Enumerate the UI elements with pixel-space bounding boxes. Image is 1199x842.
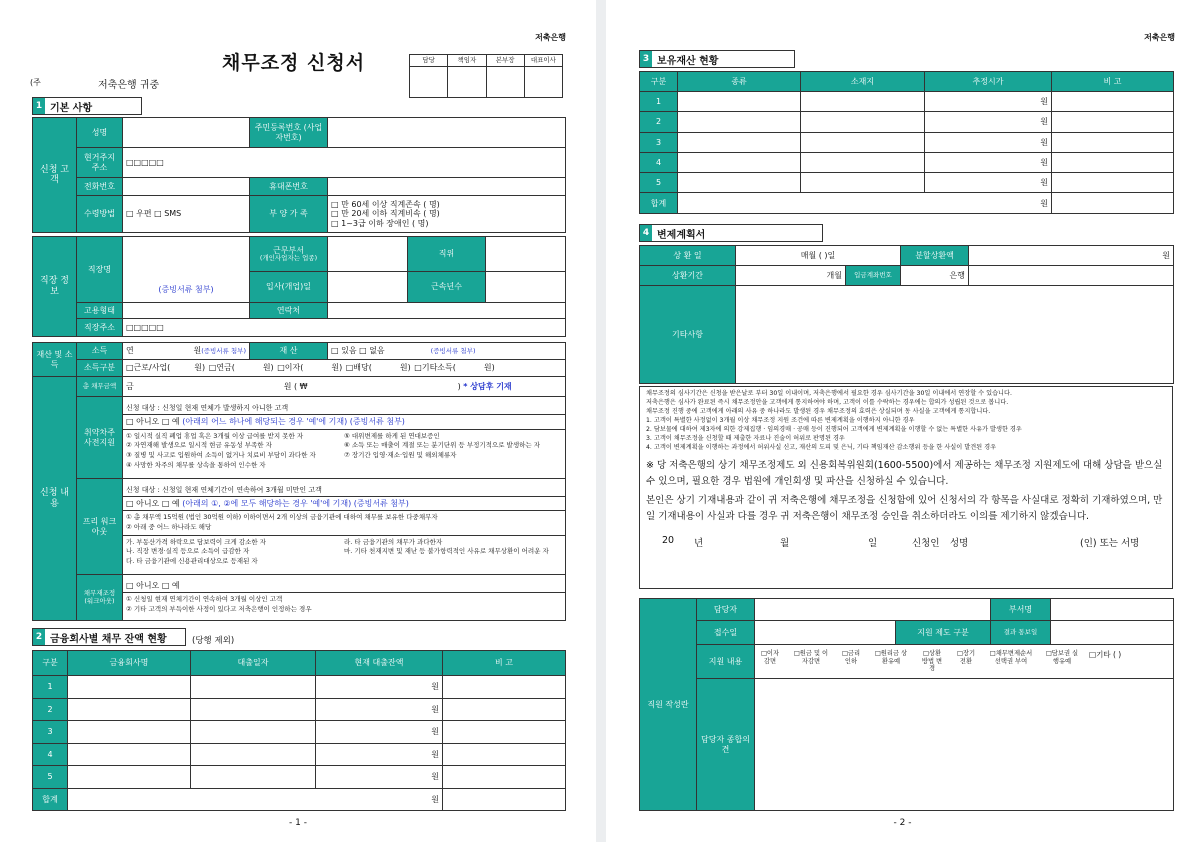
loan-date-field[interactable] — [191, 721, 316, 744]
section-number: 4 — [640, 225, 652, 241]
col-header: 구분 — [640, 72, 678, 92]
vulnerable-criterion: ① 일시적 실직 폐업 휴업 혹은 3개월 이상 급여를 받지 못한 자 — [126, 431, 304, 440]
col-header: 비 고 — [1052, 72, 1174, 92]
table-row — [640, 112, 1174, 132]
value-field[interactable]: 원 — [925, 132, 1052, 152]
support-type-label: 지원 제도 구분 — [896, 621, 991, 645]
approval-label: 대표이사 — [524, 55, 562, 67]
address-field[interactable]: □□□□□ — [123, 148, 566, 178]
signature-line — [646, 535, 1166, 549]
remarks-field[interactable] — [1052, 173, 1174, 193]
property-options[interactable]: □ 있음 □ 없음 — [331, 346, 385, 356]
free-workout-criterion: 라. 타 금융기관의 채무가 과다한자 — [344, 537, 443, 546]
tenure-label: 근속년수 — [408, 272, 486, 303]
installment-label: 분할상환액 — [901, 246, 969, 266]
location-field[interactable] — [801, 132, 925, 152]
notice-line: 저축은행은 심사가 완료된 즉시 채무조정안을 고객에게 통지하여야 하며, 고객이 이를 수락하는 경우에는 합의가 성립된 것으로 봅니다. — [646, 398, 1009, 406]
tenure-field[interactable] — [486, 272, 566, 303]
location-field[interactable] — [801, 92, 925, 112]
support-option-other[interactable]: □기타 ( ) — [1089, 649, 1122, 659]
approval-box[interactable] — [410, 67, 448, 98]
support-option[interactable]: □이자 감면 — [760, 649, 780, 665]
dependents-option[interactable]: □ 만 60세 이상 직계존속 ( 명) — [331, 200, 440, 210]
loan-date-field[interactable] — [191, 676, 316, 699]
balance-field[interactable]: 원 — [316, 766, 443, 789]
notice-line: 4. 고객이 변제계획을 이행하는 과정에서 허위사실 신고, 재산의 도피 및 은닉, 기타 책임재산 감소행위 등을 한 사실이 발견된 경우 — [646, 443, 997, 451]
col-header: 대출일자 — [191, 651, 316, 676]
approval-label: 담당 — [410, 55, 448, 67]
sign-name-label[interactable]: 성명 — [950, 538, 969, 550]
dependents-option[interactable]: □ 1~3급 이하 장애인 ( 명) — [331, 218, 429, 228]
table-row — [640, 173, 1174, 193]
support-option[interactable]: □장기 전환 — [956, 649, 976, 665]
ccrs-notice: ※ 당 저축은행의 상기 채무조정제도 외 신용회복위원회(1600-5500)에서 제공하는 채무조정 지원제도에 대해 상담을 받으실 수 있으며, 필요한 경우 법원에 개인회생 및 파산을 신청하실 수 있습니다. — [646, 459, 1163, 488]
row-number: 3 — [640, 132, 678, 152]
income-type-option[interactable]: 원) — [483, 363, 495, 373]
support-option[interactable]: □원금 및 이자감면 — [793, 649, 829, 665]
total-debt-label: 총 채무금액 — [77, 377, 123, 397]
sign-month[interactable]: 월 — [780, 538, 790, 550]
dependents-option[interactable]: □ 만 20세 이하 직계비속 ( 명) — [331, 209, 440, 219]
vulnerable-label: 취약차주 사전지원 — [77, 397, 123, 479]
table-row — [33, 698, 566, 721]
income-type-option[interactable]: 원) □배당( — [331, 363, 372, 373]
value-field[interactable]: 원 — [925, 173, 1052, 193]
name-label: 성명 — [77, 118, 123, 148]
handler-label: 담당자 — [697, 599, 755, 621]
total-label: 합계 — [33, 788, 68, 811]
income-proof-note: (증빙서류 첨부) — [201, 347, 246, 356]
mobile-label: 휴대폰번호 — [250, 178, 328, 196]
asset-type-field[interactable] — [678, 152, 801, 172]
repay-period-label: 상환기간 — [640, 266, 736, 286]
section-3-heading — [639, 50, 795, 68]
lender-field[interactable] — [68, 721, 191, 744]
total-row — [640, 193, 1174, 213]
account-label: 입금계좌번호 — [846, 266, 901, 286]
vulnerable-target: 신청 대상 : 신청일 현재 연체가 발생하지 아니한 고객 — [123, 402, 565, 415]
remarks-field[interactable] — [443, 743, 566, 766]
lender-field[interactable] — [68, 743, 191, 766]
to-prefix: (주 — [30, 78, 41, 87]
section-2-note: (당행 제외) — [192, 636, 235, 646]
income-label: 소득 — [77, 343, 123, 360]
lender-field[interactable] — [68, 698, 191, 721]
free-workout-label: 프리 워크아웃 — [77, 479, 123, 575]
loan-date-field[interactable] — [191, 743, 316, 766]
vulnerable-criterion: ⑥ 소득 또는 매출이 계절 또는 분기단위 등 부정기적으로 발생하는 자 — [344, 441, 541, 450]
dept-label-text: 근무부서 — [273, 245, 304, 255]
repay-period-field[interactable]: 개월 — [736, 266, 846, 286]
section-1-heading — [32, 97, 142, 115]
remarks-field[interactable] — [1052, 112, 1174, 132]
sign-day[interactable]: 일 — [868, 538, 878, 550]
won-unit: 원 — [193, 346, 202, 356]
installment-field[interactable]: 원 — [969, 246, 1174, 266]
hire-date-field[interactable] — [328, 272, 408, 303]
rrn-label: 주민등록번호 (사업자번호) — [250, 118, 328, 148]
handler-field[interactable] — [755, 599, 991, 621]
lender-field[interactable] — [68, 676, 191, 699]
sign-seal[interactable]: (인) 또는 서명 — [1080, 538, 1140, 550]
notice-line: 2. 담보물에 대하여 제3자에 의한 강제집행 · 임의경매 · 공매 등이 진행되어 고객에게 변제계획을 이행할 수 없는 특별한 사유가 발생한 경우 — [646, 425, 1022, 433]
lender-field[interactable] — [68, 766, 191, 789]
free-workout-choice-note: (아래의 ①, ②에 모두 해당하는 경우 '예'에 기재) (증빙서류 첨부) — [182, 499, 409, 509]
table-row — [640, 132, 1174, 152]
row-number: 4 — [33, 743, 68, 766]
support-option[interactable]: □채무변제순서 선택권 부여 — [989, 649, 1033, 665]
approval-table — [409, 54, 563, 98]
total-balance-field[interactable]: 원 — [68, 788, 443, 811]
income-field[interactable] — [123, 343, 250, 360]
free-workout-condition: ① 총 채무액 15억원 (법인 30억원 이하) 이하이면서 2개 이상의 금융기관에 대하여 채무를 보유한 다중채무자 — [126, 513, 438, 522]
apply-group: 신청 내용 — [33, 377, 77, 621]
company-label: 직장명 — [77, 237, 123, 303]
total-debt-field[interactable] — [123, 377, 566, 397]
total-end: ) — [457, 381, 461, 391]
free-workout-criterion: 다. 타 금융기관에 신용관리대상으로 등재된 자 — [126, 557, 258, 566]
assets-group: 재산 및 소득 — [33, 343, 77, 377]
dept-label: 부서명 — [991, 599, 1051, 621]
approval-label: 책임자 — [448, 55, 486, 67]
vulnerable-criterion: ③ 질병 및 사고로 입원하여 소득이 없거나 치료비 부담이 과다한 자 — [126, 451, 316, 460]
free-workout-block — [123, 479, 566, 575]
position-label: 직위 — [408, 237, 486, 272]
notice-line: 3. 고객이 채무조정을 신청할 때 제출한 자료나 진술이 허위로 판명된 경우 — [646, 434, 845, 442]
asset-type-field[interactable] — [678, 112, 801, 132]
notice-line: 채무조정의 심사기간은 신청을 받은날로 부터 30일 이내이며, 저축은행에서 필요한 경우 심사기간을 30일 이내에서 연장할 수 있습니다. — [646, 390, 1012, 397]
asset-type-field[interactable] — [678, 173, 801, 193]
vulnerable-criterion: ② 자연재해 발생으로 일시적 현금 유동성 부족한 자 — [126, 441, 272, 450]
income-type-option[interactable]: 원) □연금( — [194, 363, 235, 373]
approval-box[interactable] — [448, 67, 486, 98]
income-table — [32, 342, 566, 377]
balance-field[interactable]: 원 — [316, 743, 443, 766]
support-option[interactable]: □원리금 상환유예 — [874, 649, 908, 665]
remarks-field[interactable] — [443, 766, 566, 789]
dependents-options[interactable] — [328, 196, 566, 233]
vulnerable-criterion: ⑦ 장기간 입영·재소·입원 및 해외체류자 — [344, 451, 457, 460]
address-label: 현거주지 주소 — [77, 148, 123, 178]
remarks-field[interactable] — [443, 698, 566, 721]
bank-name: 저축은행 — [1144, 33, 1175, 42]
table-row — [640, 152, 1174, 172]
page-number: - 2 - — [893, 818, 912, 828]
loan-date-field[interactable] — [191, 698, 316, 721]
row-number: 1 — [33, 676, 68, 699]
page-2 — [606, 0, 1199, 842]
table-row — [33, 766, 566, 789]
row-number: 2 — [640, 112, 678, 132]
total-value-field[interactable]: 원 — [678, 193, 1052, 213]
section-title: 금융회사별 채무 잔액 현황 — [50, 633, 167, 645]
section-2-heading — [32, 628, 186, 646]
page-number: - 1 - — [289, 818, 307, 828]
received-field[interactable] — [755, 621, 896, 645]
remarks-field[interactable] — [443, 676, 566, 699]
approval-box[interactable] — [524, 67, 562, 98]
apply-content-table — [32, 376, 566, 621]
income-type-option[interactable]: 원) □이자( — [262, 363, 304, 373]
assets-table — [639, 71, 1174, 214]
free-workout-target: 신청 대상 : 신청일 현재 연체기간이 연속하여 3개월 미만인 고객 — [123, 484, 565, 497]
work-address-field[interactable]: □□□□□ — [123, 319, 566, 337]
rework-choice[interactable]: □ 아니오 □ 예 — [123, 579, 565, 593]
col-header: 비 고 — [443, 651, 566, 676]
phone-field[interactable] — [123, 178, 250, 196]
bank-field[interactable]: 은행 — [901, 266, 969, 286]
section-number: 2 — [33, 629, 45, 645]
col-header: 추정시가 — [925, 72, 1052, 92]
value-field[interactable]: 원 — [925, 112, 1052, 132]
rework-condition: ② 기타 고객의 부득이한 사정이 있다고 저축은행이 인정하는 경우 — [126, 604, 312, 613]
name-field[interactable] — [123, 118, 250, 148]
opinion-label: 담당자 종합의견 — [697, 679, 755, 811]
employment-type-label: 고용형태 — [77, 303, 123, 319]
free-workout-criterion: 나. 직장 변경·실직 등으로 소득이 급감한 자 — [126, 547, 250, 556]
dept-label — [250, 237, 328, 272]
year-prefix: 연 — [126, 346, 134, 356]
col-header: 구분 — [33, 651, 68, 676]
repay-date-label: 상 환 일 — [640, 246, 736, 266]
work-contact-label: 연락처 — [250, 303, 328, 319]
other-notes-field[interactable] — [736, 286, 1174, 384]
vulnerable-criterion: ④ 사망한 차주의 채무를 상속을 통하여 인수한 자 — [126, 460, 266, 469]
table-row — [33, 676, 566, 699]
section-4-heading — [639, 224, 823, 242]
total-prefix: 금 — [126, 381, 134, 391]
dept-label-sub: (개인사업자는 업종) — [259, 253, 318, 262]
free-workout-choice[interactable]: □ 아니오 □ 예 — [126, 499, 180, 509]
asset-type-field[interactable] — [678, 92, 801, 112]
total-mid: 원 ( ₩ — [283, 381, 308, 391]
rework-block — [123, 575, 566, 621]
col-header: 종류 — [678, 72, 801, 92]
repayment-plan-table — [639, 245, 1174, 384]
basic-info-table — [32, 117, 566, 233]
income-type-option[interactable]: 원) □기타소득( — [399, 363, 456, 373]
mobile-field[interactable] — [328, 178, 566, 196]
applicant-group: 신청 고객 — [33, 118, 77, 233]
notice-box — [639, 386, 1173, 589]
opinion-field[interactable] — [755, 679, 1174, 811]
remarks-field[interactable] — [1052, 152, 1174, 172]
remarks-field[interactable] — [443, 788, 566, 811]
vulnerable-criterion: ⑤ 대위변제를 하게 된 연대보증인 — [344, 431, 440, 440]
approval-label: 본부장 — [486, 55, 524, 67]
receive-method-options[interactable]: □ 우편 □ SMS — [123, 196, 250, 233]
location-field[interactable] — [801, 173, 925, 193]
col-header: 금융회사명 — [68, 651, 191, 676]
section-title: 기본 사항 — [50, 102, 93, 114]
receive-method-label: 수령방법 — [77, 196, 123, 233]
support-option[interactable]: □상환 방법 변경 — [921, 649, 943, 673]
support-content-options — [755, 645, 1174, 679]
value-field[interactable]: 원 — [925, 92, 1052, 112]
rework-condition: ① 신청일 현재 연체기간이 연속하여 3개월 이상인 고객 — [126, 594, 283, 603]
table-row — [33, 721, 566, 744]
total-label: 합계 — [640, 193, 678, 213]
vulnerable-choice-note: (아래의 어느 하나에 해당되는 경우 '예'에 기재) (증빙서류 첨부) — [182, 417, 405, 427]
remarks-field[interactable] — [1052, 92, 1174, 112]
row-number: 5 — [640, 173, 678, 193]
support-option[interactable]: □담보권 실행유예 — [1045, 649, 1079, 665]
income-type-options[interactable] — [123, 360, 566, 377]
row-number: 4 — [640, 152, 678, 172]
row-number: 2 — [33, 698, 68, 721]
dept-field[interactable] — [1051, 599, 1174, 621]
location-field[interactable] — [801, 152, 925, 172]
table-row — [33, 743, 566, 766]
support-option[interactable]: □금리 인하 — [841, 649, 861, 665]
phone-label: 전화번호 — [77, 178, 123, 196]
dependents-label: 부 양 가 족 — [250, 196, 328, 233]
work-contact-field[interactable] — [328, 303, 566, 319]
section-number: 3 — [640, 51, 652, 67]
table-row — [640, 92, 1174, 112]
section-title: 보유재산 현황 — [657, 55, 719, 67]
col-header: 소재지 — [801, 72, 925, 92]
free-workout-criterion: 마. 기타 천재지변 및 재난 등 불가항력적인 사유로 채무상환이 어려운 자 — [344, 547, 549, 556]
row-number: 1 — [640, 92, 678, 112]
notice-line: 채무조정 진행 중에 고객에게 아래의 사유 중 하나라도 발생된 경우 채무조정의 효력은 상실되며 동 사실을 고객에게 통지합니다. — [646, 407, 991, 415]
remarks-field[interactable] — [1052, 132, 1174, 152]
rework-label: 채무재조정 (워크아웃) — [77, 575, 123, 621]
balance-field[interactable]: 원 — [316, 721, 443, 744]
dept-field[interactable] — [328, 237, 408, 272]
free-workout-criterion: 가. 부동산가격 하락으로 담보력이 크게 감소한 자 — [126, 537, 267, 546]
job-info-table — [32, 236, 566, 337]
to-line: 저축은행 귀중 — [98, 80, 160, 91]
remarks-field[interactable] — [1052, 193, 1174, 213]
asset-type-field[interactable] — [678, 132, 801, 152]
work-address-label: 직장주소 — [77, 319, 123, 337]
job-group: 직장 정보 — [33, 237, 77, 337]
consent-statement: 본인은 상기 기재내용과 같이 귀 저축은행에 채무조정을 신청함에 있어 신청서의 각 항목을 사실대로 정확히 기재하였으며, 만일 기재내용이 사실과 다를 경우 귀 저축은행이 채무조정 승인을 취소하더라도 이의를 제기하지 않겠습니다. — [646, 495, 1163, 523]
vulnerable-choice[interactable]: □ 아니오 □ 예 — [126, 417, 180, 427]
income-type-label: 소득구분 — [77, 360, 123, 377]
bank-name: 저축은행 — [535, 33, 566, 42]
rrn-field[interactable] — [328, 118, 566, 148]
location-field[interactable] — [801, 112, 925, 132]
debt-balance-table — [32, 650, 566, 811]
balance-field[interactable]: 원 — [316, 698, 443, 721]
row-number: 5 — [33, 766, 68, 789]
income-type-option[interactable]: □근로/사업( — [126, 363, 171, 373]
vulnerable-block — [123, 397, 566, 479]
sign-year-unit[interactable]: 년 — [694, 538, 704, 550]
loan-date-field[interactable] — [191, 766, 316, 789]
total-note: * 상담후 기재 — [463, 381, 512, 391]
notice-line: 1. 고객이 특별한 사정없이 3개월 이상 채무조정 지원 조건에 따른 변제계획을 이행하지 아니한 경우 — [646, 416, 915, 424]
remarks-field[interactable] — [443, 721, 566, 744]
total-row — [33, 788, 566, 811]
position-field[interactable] — [486, 237, 566, 272]
support-content-label: 지원 내용 — [697, 645, 755, 679]
section-title: 변제계획서 — [657, 229, 706, 241]
sign-year: 20 — [662, 535, 675, 547]
row-number: 3 — [33, 721, 68, 744]
section-number: 1 — [33, 98, 45, 114]
company-proof-note: (증빙서류 첨부) — [123, 237, 250, 303]
other-notes-label: 기타사항 — [640, 286, 736, 384]
form-title: 채무조정 신청서 — [222, 52, 366, 74]
property-proof-note: (증빙서류 첨부) — [430, 347, 476, 356]
property-label: 재 산 — [250, 343, 328, 360]
free-workout-condition: ② 아래 중 어느 하나라도 해당 — [126, 522, 212, 531]
employment-type-field[interactable] — [123, 303, 250, 319]
value-field[interactable]: 원 — [925, 152, 1052, 172]
received-label: 접수일 — [697, 621, 755, 645]
result-date-label: 결과 통보일 — [991, 621, 1051, 645]
account-field[interactable] — [969, 266, 1174, 286]
result-date-field[interactable] — [1051, 621, 1174, 645]
col-header: 현재 대출잔액 — [316, 651, 443, 676]
staff-group: 직원 작성란 — [640, 599, 697, 811]
repay-date-field[interactable]: 매월 ( )일 — [736, 246, 901, 266]
hire-date-label: 입사(개업)일 — [250, 272, 328, 303]
sign-applicant-label: 신청인 — [912, 538, 940, 550]
page-1 — [0, 0, 596, 842]
staff-section-table — [639, 598, 1174, 811]
property-field[interactable] — [328, 343, 566, 360]
approval-box[interactable] — [486, 67, 524, 98]
balance-field[interactable]: 원 — [316, 676, 443, 699]
